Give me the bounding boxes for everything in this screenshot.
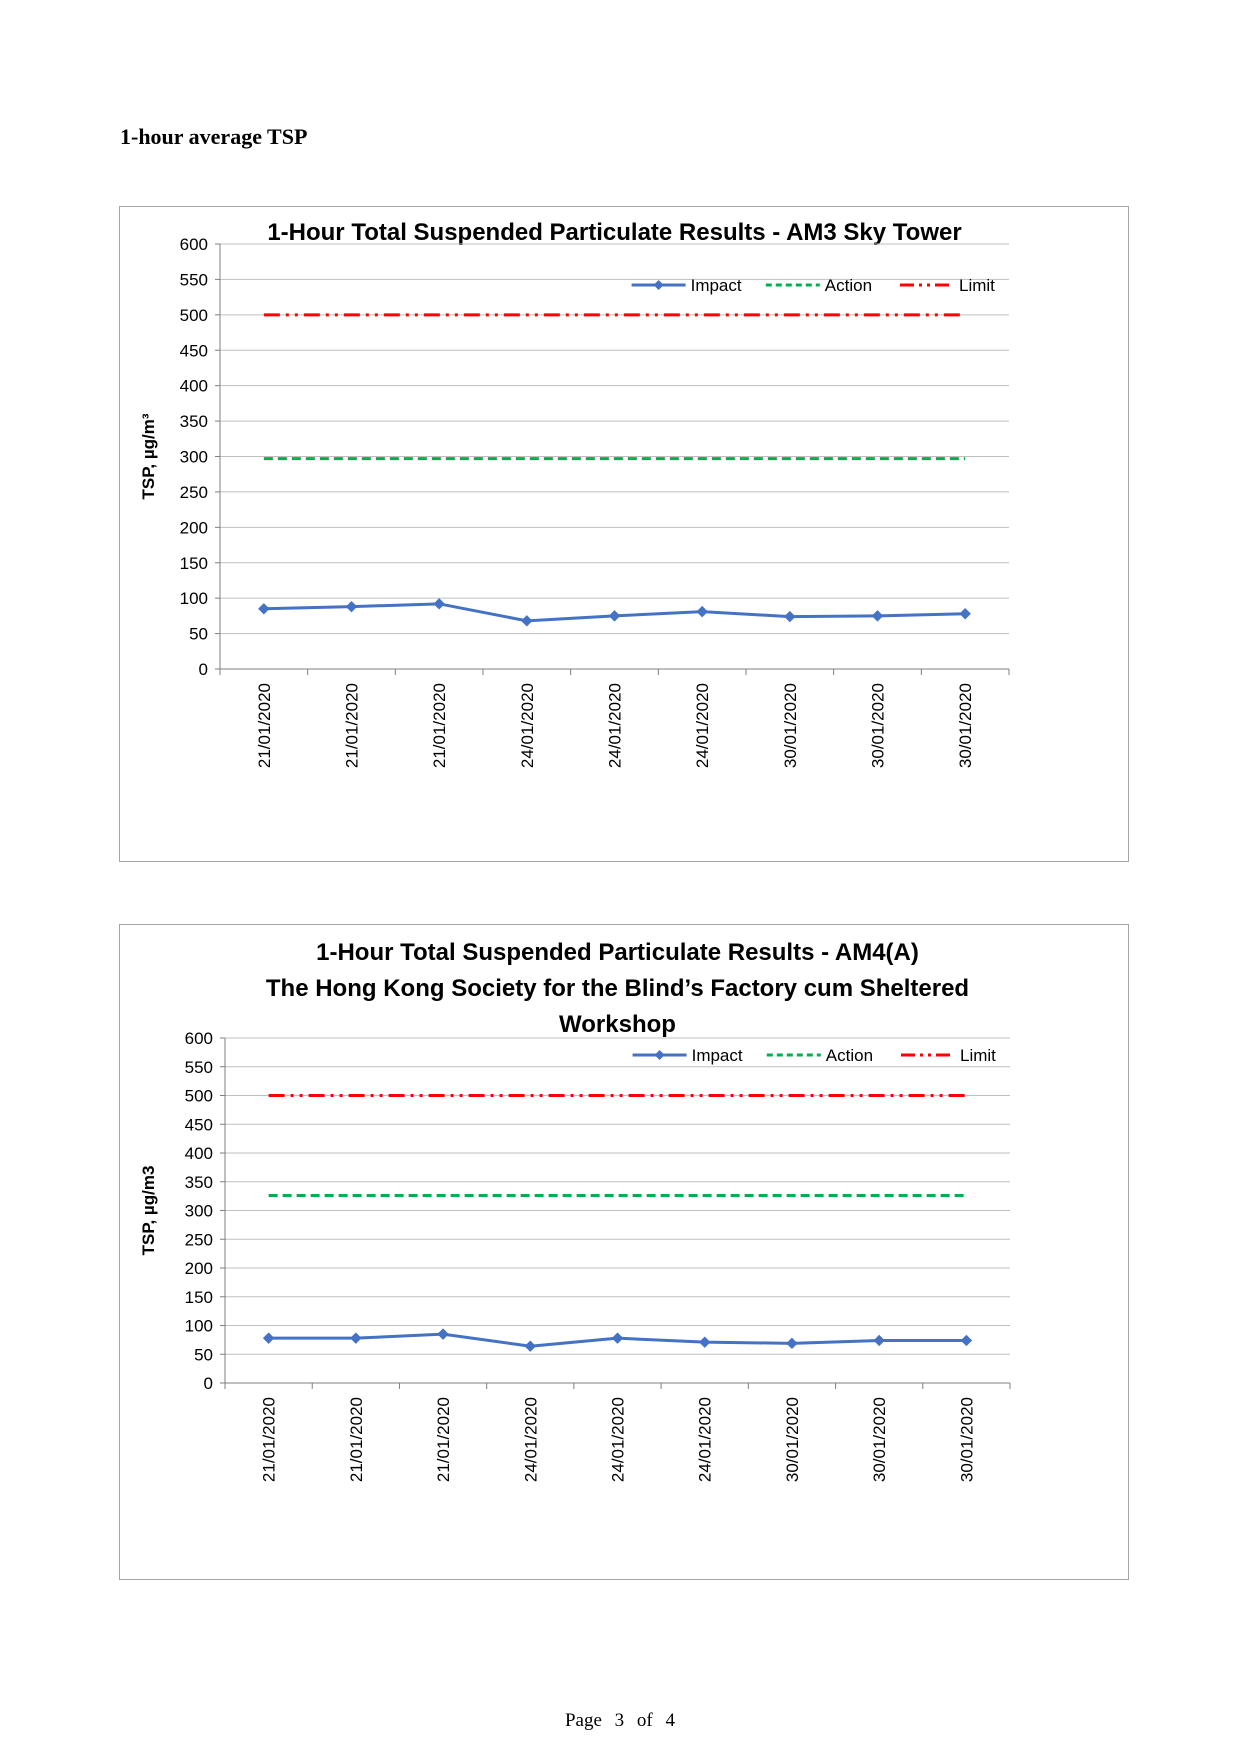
chart-svg	[120, 207, 1128, 861]
y-tick-label: 550	[184, 1057, 213, 1077]
x-tick-label: 30/01/2020	[870, 1397, 890, 1483]
data-point-impact	[960, 609, 970, 619]
y-tick-label: 0	[198, 660, 208, 679]
page-current: 3	[614, 1710, 625, 1731]
data-point-impact	[787, 1338, 797, 1348]
y-tick-label: 500	[184, 1086, 213, 1106]
x-tick-label: 24/01/2020	[695, 1397, 715, 1483]
data-point-impact	[434, 599, 444, 609]
data-point-impact	[610, 611, 620, 621]
x-tick-label: 24/01/2020	[693, 683, 713, 769]
x-tick-label: 21/01/2020	[254, 683, 274, 769]
x-tick-label: 30/01/2020	[957, 1397, 977, 1483]
y-tick-label: 500	[179, 305, 208, 325]
data-point-impact	[522, 616, 532, 626]
x-tick-label: 30/01/2020	[868, 683, 888, 769]
y-tick-label: 250	[179, 482, 208, 502]
y-tick-label: 400	[184, 1144, 213, 1163]
legend-label-action: Action	[825, 1046, 874, 1065]
data-point-impact	[697, 607, 707, 617]
y-tick-label: 250	[184, 1230, 213, 1250]
chart-am4a-blind-factory	[119, 924, 1129, 1580]
page-of: of	[636, 1710, 653, 1731]
x-tick-label: 24/01/2020	[605, 683, 625, 769]
legend-marker-impact	[655, 1050, 665, 1060]
y-axis-label: TSP, µg/m3	[139, 1165, 158, 1256]
page-label: Page	[564, 1710, 602, 1731]
y-tick-label: 100	[179, 589, 208, 609]
chart-title-line-1: 1-Hour Total Suspended Particulate Results - AM3 Sky Tower	[267, 219, 962, 246]
x-tick-label: 24/01/2020	[517, 683, 537, 769]
y-tick-label: 350	[184, 1172, 213, 1192]
legend-label-impact: Impact	[690, 276, 742, 295]
x-tick-label: 24/01/2020	[608, 1397, 628, 1483]
chart-title-line-1: 1-Hour Total Suspended Particulate Results - AM4(A)	[316, 939, 919, 966]
y-tick-label: 200	[184, 1259, 213, 1278]
page-total: 4	[665, 1710, 675, 1731]
data-point-impact	[874, 1335, 884, 1345]
chart-title-line-3: Workshop	[559, 1011, 676, 1038]
data-point-impact	[264, 1333, 274, 1343]
y-tick-label: 200	[179, 518, 208, 538]
legend-label-impact: Impact	[691, 1046, 743, 1065]
page-heading: 1-hour average TSP	[120, 124, 308, 149]
y-axis-label: TSP, µg/m³	[139, 413, 158, 500]
y-tick-label: 350	[179, 412, 208, 432]
x-tick-label: 21/01/2020	[342, 683, 362, 769]
x-tick-label: 21/01/2020	[259, 1397, 279, 1483]
legend-label-limit: Limit	[960, 1046, 996, 1065]
x-tick-label: 30/01/2020	[956, 683, 976, 769]
legend-marker-impact	[654, 280, 664, 290]
y-tick-label: 150	[184, 1287, 213, 1307]
data-point-impact	[438, 1329, 448, 1339]
x-tick-label: 24/01/2020	[521, 1397, 541, 1483]
data-point-impact	[785, 612, 795, 622]
y-tick-label: 600	[184, 1029, 213, 1048]
y-tick-label: 600	[179, 235, 208, 254]
y-tick-label: 0	[203, 1374, 213, 1393]
legend-label-limit: Limit	[959, 276, 995, 295]
data-point-impact	[961, 1335, 971, 1345]
y-tick-label: 450	[184, 1115, 213, 1135]
y-tick-label: 550	[179, 270, 208, 290]
data-point-impact	[613, 1333, 623, 1343]
legend-label-action: Action	[824, 276, 873, 295]
data-point-impact	[259, 604, 269, 614]
y-tick-label: 400	[179, 376, 208, 396]
chart-svg	[120, 925, 1128, 1579]
y-tick-label: 300	[179, 447, 208, 467]
data-point-impact	[351, 1333, 361, 1343]
page-number	[0, 1710, 1240, 1732]
data-point-impact	[873, 611, 883, 621]
y-tick-label: 50	[194, 1345, 213, 1365]
chart-title-line-2: The Hong Kong Society for the Blind’s Factory cum Sheltered	[265, 975, 970, 1002]
y-tick-label: 150	[179, 553, 208, 573]
y-tick-label: 100	[184, 1316, 213, 1336]
x-tick-label: 30/01/2020	[780, 683, 800, 769]
chart-am3-sky-tower	[119, 206, 1129, 862]
y-tick-label: 450	[179, 341, 208, 361]
x-tick-label: 21/01/2020	[346, 1397, 366, 1483]
data-point-impact	[700, 1337, 710, 1347]
y-tick-label: 50	[189, 624, 208, 644]
data-point-impact	[347, 602, 357, 612]
x-tick-label: 30/01/2020	[782, 1397, 802, 1483]
x-tick-label: 21/01/2020	[434, 1397, 454, 1483]
x-tick-label: 21/01/2020	[430, 683, 450, 769]
data-point-impact	[525, 1341, 535, 1351]
y-tick-label: 300	[184, 1201, 213, 1221]
